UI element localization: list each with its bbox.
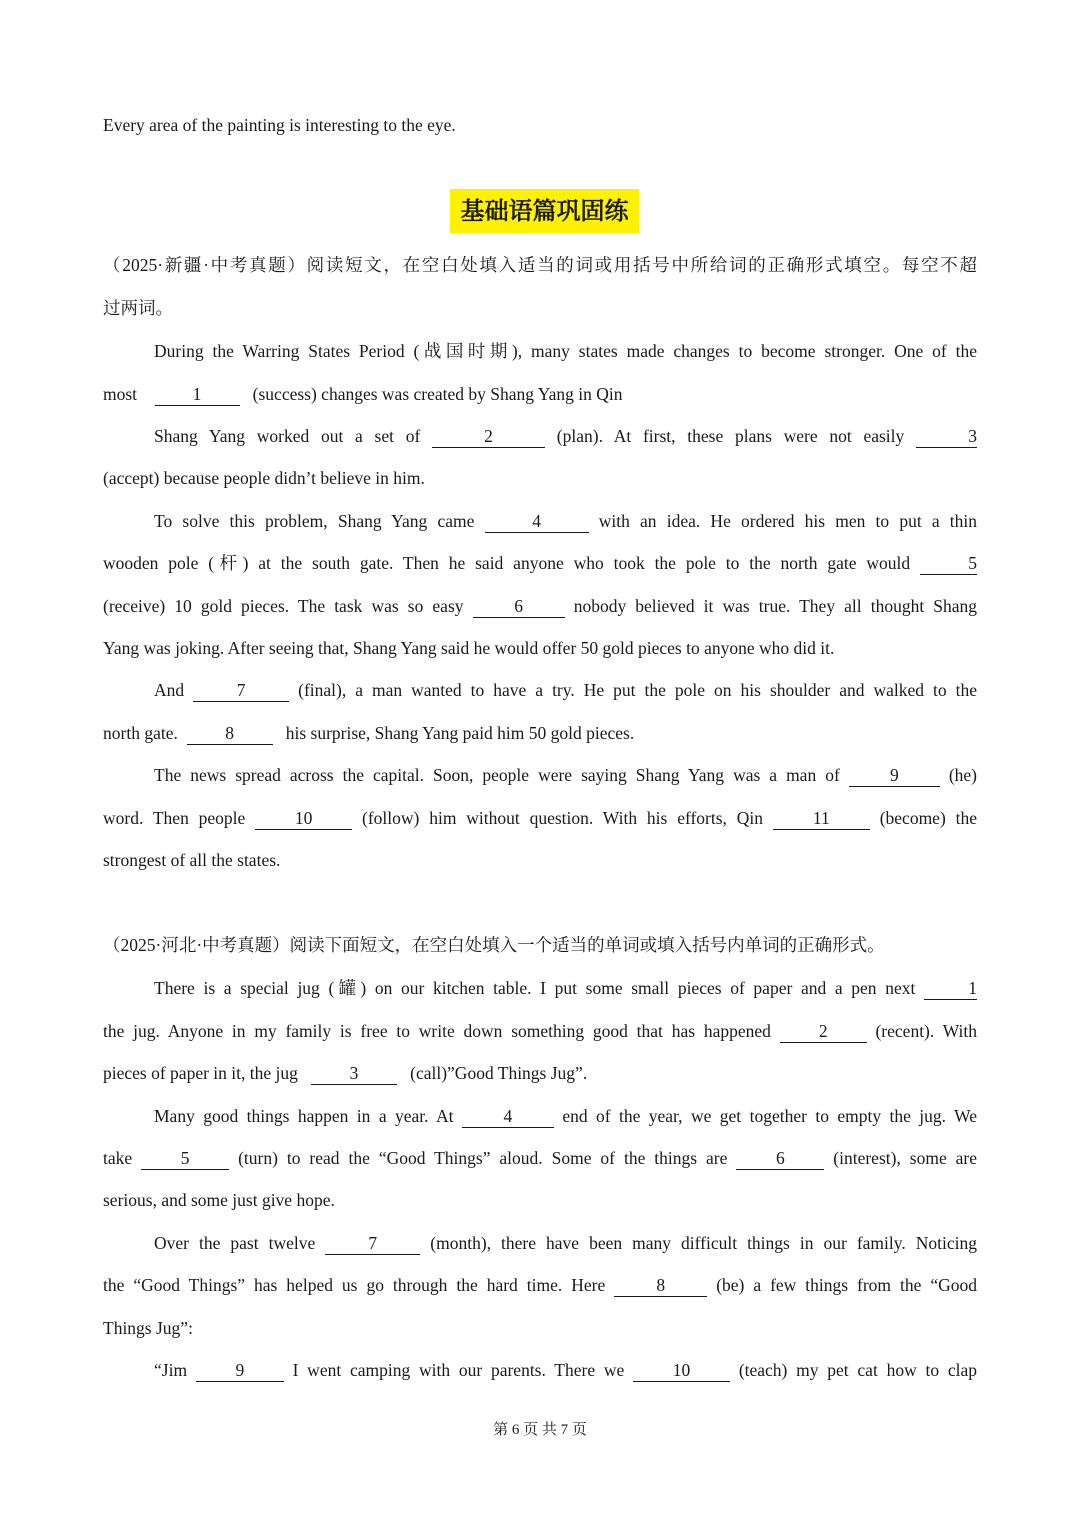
answer-blank[interactable]: 3 [311, 1063, 397, 1085]
answer-blank[interactable]: 2 [432, 426, 545, 448]
answer-blank[interactable]: 9 [849, 765, 940, 787]
passage-text: (month), there have been many difficult things in our family. Noticing [430, 1233, 977, 1253]
passage-text: (recent). With [875, 1021, 978, 1041]
passage-text: wooden pole (杆) at the south gate. Then he said anyone who took the pole to the north gate would [103, 553, 911, 573]
passage-text: (turn) to read the “Good Things” aloud. Some of the things are [238, 1148, 728, 1168]
answer-blank[interactable]: 9 [196, 1360, 284, 1382]
passage-text: (receive) 10 gold pieces. The task was so easy [103, 596, 464, 616]
passage-text: (be) a few things from the “Good [716, 1275, 978, 1295]
passage-line: strongest of all the states. [103, 850, 281, 870]
passage-text: Shang Yang worked out a set of [154, 426, 421, 446]
passage-line: Things Jug”: [103, 1318, 193, 1338]
passage-text: Many good things happen in a year. At [154, 1106, 454, 1126]
instruction-line: 过两词。 [103, 298, 173, 318]
passage-text: north gate. [103, 723, 178, 743]
passage-text: Over the past twelve [154, 1233, 316, 1253]
answer-blank[interactable]: 4 [485, 511, 589, 533]
passage-text: “Jim [154, 1360, 188, 1380]
passage-line [103, 551, 977, 575]
answer-blank[interactable]: 11 [773, 808, 870, 830]
passage-text: nobody believed it was true. They all thought Shang [573, 596, 978, 616]
passage-text: most [103, 384, 138, 404]
passage-text: (success) changes was created by Shang Yang in Qin [252, 384, 623, 404]
passage-line [154, 678, 977, 702]
answer-blank[interactable]: 7 [193, 680, 289, 702]
passage-line [154, 763, 977, 787]
lead-sentence: Every area of the painting is interesting to the eye. [103, 115, 456, 135]
passage-line [103, 1019, 977, 1043]
answer-blank[interactable]: 8 [614, 1275, 707, 1297]
passage-line [103, 382, 977, 406]
passage-text: The news spread across the capital. Soon, people were saying Shang Yang was a man of [154, 765, 840, 785]
passage-line [103, 594, 977, 618]
passage-text: his surprise, Shang Yang paid him 50 gold pieces. [285, 723, 635, 743]
answer-blank[interactable]: 10 [255, 808, 352, 830]
passage-line: Yang was joking. After seeing that, Shang Yang said he would offer 50 gold pieces to anyone who did it. [103, 638, 835, 658]
answer-blank[interactable]: 5 [141, 1148, 229, 1170]
passage-text: (he) [948, 765, 978, 785]
answer-blank[interactable]: 5 [920, 553, 977, 575]
passage-text: And [154, 680, 185, 700]
passage-line: During the Warring States Period (战国时期), many states made changes to become stronger. One of the [154, 341, 977, 361]
instruction-line: （2025·新疆·中考真题）阅读短文，在空白处填入适当的词或用括号中所给词的正确形式填空。每空不超 [103, 255, 977, 275]
passage-line [103, 721, 977, 745]
page-number-footer: 第 6 页 共 7 页 [493, 1422, 587, 1438]
passage-text: pieces of paper in it, the jug [103, 1063, 298, 1083]
answer-blank[interactable]: 10 [633, 1360, 730, 1382]
section-heading: 基础语篇巩固练 [450, 189, 639, 233]
instruction-line: （2025·河北·中考真题）阅读下面短文，在空白处填入一个适当的单词或填入括号内单词的正确形式。 [103, 935, 885, 955]
passage-text: the jug. Anyone in my family is free to write down something good that has happened [103, 1021, 771, 1041]
answer-blank[interactable]: 1 [155, 384, 240, 406]
passage-line [103, 1061, 977, 1085]
answer-blank[interactable]: 2 [780, 1021, 867, 1043]
passage-line: (accept) because people didn’t believe in him. [103, 468, 425, 488]
passage-line [154, 1104, 977, 1128]
passage-text: word. Then people [103, 808, 246, 828]
passage-text: the “Good Things” has helped us go through the hard time. Here [103, 1275, 606, 1295]
passage-line [103, 806, 977, 830]
passage-text: (interest), some are [833, 1148, 978, 1168]
passage-line [154, 424, 977, 448]
answer-blank[interactable]: 7 [325, 1233, 420, 1255]
passage-line [154, 976, 977, 1000]
passage-text: To solve this problem, Shang Yang came [154, 511, 475, 531]
passage-text: take [103, 1148, 133, 1168]
passage-text: (teach) my pet cat how to clap [738, 1360, 977, 1380]
answer-blank[interactable]: 3 [916, 426, 977, 448]
passage-line [154, 1358, 977, 1382]
passage-text: (call)”Good Things Jug”. [410, 1063, 588, 1083]
passage-line [154, 509, 977, 533]
passage-text: I went camping with our parents. There we [292, 1360, 625, 1380]
answer-blank[interactable]: 4 [462, 1106, 554, 1128]
passage-text: (follow) him without question. With his efforts, Qin [362, 808, 764, 828]
answer-blank[interactable]: 8 [187, 723, 273, 745]
passage-text: (plan). At first, these plans were not easily [556, 426, 905, 446]
passage-line [103, 1146, 977, 1170]
passage-text: (become) the [879, 808, 977, 828]
answer-blank[interactable]: 6 [473, 596, 565, 618]
passage-text: with an idea. He ordered his men to put a thin [598, 511, 978, 531]
answer-blank[interactable]: 1 [924, 978, 977, 1000]
answer-blank[interactable]: 6 [736, 1148, 824, 1170]
passage-line: serious, and some just give hope. [103, 1190, 335, 1210]
passage-text: (final), a man wanted to have a try. He put the pole on his shoulder and walked to the [298, 680, 977, 700]
passage-text: end of the year, we get together to empty the jug. We [562, 1106, 978, 1126]
passage-line [154, 1231, 977, 1255]
passage-text: There is a special jug (罐) on our kitchen table. I put some small pieces of paper and a pen next [154, 978, 916, 998]
passage-line [103, 1273, 977, 1297]
